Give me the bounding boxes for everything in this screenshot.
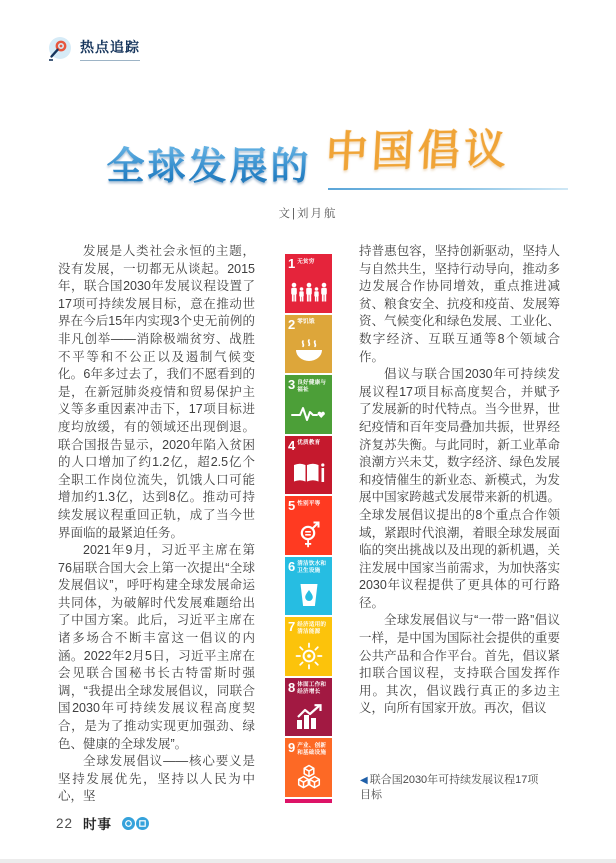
figure-caption-text: 联合国2030年可持续发展议程17项目标	[360, 774, 539, 801]
article-title	[0, 118, 616, 190]
sdg-goal-2	[285, 315, 332, 374]
sun-icon	[288, 637, 329, 674]
magazine-name: 时事	[83, 817, 113, 832]
sdg-goal-label: 无贫穷	[297, 258, 315, 265]
sdg-goal-8	[285, 678, 332, 737]
sdg-goal-label: 经济适用的清洁能源	[297, 621, 327, 635]
sdg-goal-label: 体面工作和经济增长	[297, 682, 327, 695]
sdg-goal-10-partial	[285, 799, 332, 803]
sdg-goals-figure	[285, 254, 332, 803]
topic-badge	[46, 36, 140, 62]
paragraph: 全球发展倡议与“一带一路”倡议一样，是中国为国际社会提供的重要公共产品和合作平台。首先，倡议紧扣联合国议程，支持联合国发挥作用。其次，倡议践行真正的多边主义，向所有国家开放。再次，倡议	[359, 613, 560, 716]
sdg-goal-7	[285, 617, 332, 676]
cubes-icon	[288, 758, 329, 795]
sdg-goal-label: 良好健康与福祉	[297, 379, 327, 393]
paragraph: 2021年9月，习近平主席在第76届联合国大会上第一次提出“全球发展倡议”，呼吁构建全球发展命运共同体，为破解时代发展难题给出了中国方案。此后，习近平主席在诸多场合不断丰富这一倡议的内涵。2022年2月5日，习近平主席在会见联合国秘书长古特雷斯时强调，“我提出全球发展倡议，同联合国2030年可持续发展议程高度契合，是为了推动实现更加强劲、绿色、健康的全球发展”。	[58, 543, 255, 751]
sdg-goal-number: 2	[288, 316, 296, 332]
sdg-goal-label: 产业、创新和基础设施	[297, 742, 327, 756]
sdg-goal-number: 3	[288, 377, 296, 392]
gender-icon	[288, 516, 329, 553]
sdg-goal-6	[285, 557, 332, 616]
sdg-goal-number: 5	[288, 498, 296, 513]
page-number: 22	[56, 815, 74, 831]
sdg-goal-number: 9	[288, 740, 296, 755]
sdg-goal-3	[285, 375, 332, 434]
heartbeat-icon	[288, 395, 329, 432]
caption-arrow-icon: ◀	[360, 775, 368, 786]
right-column	[359, 243, 560, 718]
sdg-goal-number: 4	[288, 437, 296, 453]
paragraph: 持普惠包容，坚持创新驱动，坚持人与自然共生，坚持行动导向，推动多边发展合作协同增效，重点推进减贫、粮食安全、抗疫和疫苗、发展筹资、气候变化和绿色发展、工业化、数字经济、互联互通等8个领域合作。	[359, 244, 560, 364]
sdg-goal-label: 零饥饿	[297, 319, 315, 325]
sdg-goal-number: 7	[288, 619, 296, 634]
paragraph: 全球发展倡议——核心要义是坚持发展优先，坚持以人民为中心，坚	[58, 754, 255, 804]
sdg-goal-4	[285, 436, 332, 495]
topic-badge-label: 热点追踪	[80, 37, 140, 61]
sdg-goal-number: 1	[288, 256, 296, 271]
sdg-goal-label: 性别平等	[297, 500, 321, 507]
magnifier-icon	[46, 36, 72, 62]
sdg-goal-1	[285, 254, 332, 313]
title-blue-part: 全球发展的	[106, 135, 311, 190]
sdg-goal-5	[285, 496, 332, 555]
sdg-goal-number: 6	[288, 558, 296, 574]
paragraph: 发展是人类社会永恒的主题，没有发展，一切都无从谈起。2015年，联合国2030年发展议程设置了17项可持续发展目标，意在推动世界在今后15年内实现3个史无前例的非凡创举——消除极端贫穷、战胜不平等和不公正以及遏制气候变化。6年多过去了，我们不愿看到的是，在新冠肺炎疫情和贸易保护主义等多重因素冲击下，17项目标进度均放缓，有的领域还出现倒退。联合国报告显示，2020年陷入贫困的人口增加了约1.2亿，超2.5亿个全职工作岗位流失，饥饿人口可能增加约1.3亿，达到8亿。推动可持续发展议程重回正轨，成了当今世界面临的最紧迫任务。	[58, 244, 255, 540]
sdg-goal-number: 8	[288, 679, 296, 695]
byline: 文|刘月航	[278, 208, 338, 220]
water-icon	[288, 577, 329, 614]
title-underline	[328, 188, 568, 190]
left-column	[58, 243, 255, 806]
bowl-icon	[288, 335, 329, 372]
sdg-goal-label: 优质教育	[297, 440, 321, 446]
sdg-goal-9	[285, 738, 332, 797]
paragraph: 倡议与联合国2030年可持续发展议程17项目标高度契合，并赋予了发展新的时代特点。当今世界，世纪疫情和百年变局叠加共振，世界经济复苏失衡。与此同时，新工业革命浪潮方兴未艾，数字经济、绿色发展和疫情催生的新业态、新模式，为发展中国家跨越式发展带来新的机遇。全球发展倡议提出的8个重点合作领域，紧跟时代浪潮，着眼全球发展面临的突出挑战以及出现的新机遇，关注发展中国家当前需求，为加快落实2030年议程提供了更具体的可行路径。	[359, 367, 560, 610]
sdg-goal-label: 清洁饮水和卫生设施	[297, 561, 327, 574]
title-orange-part: 中国倡议	[324, 125, 511, 176]
people-icon	[288, 274, 329, 311]
magazine-logo-icon	[122, 817, 149, 830]
page-footer	[56, 813, 149, 833]
figure-caption	[360, 773, 545, 803]
book-icon	[288, 456, 329, 493]
growth-icon	[288, 698, 329, 735]
